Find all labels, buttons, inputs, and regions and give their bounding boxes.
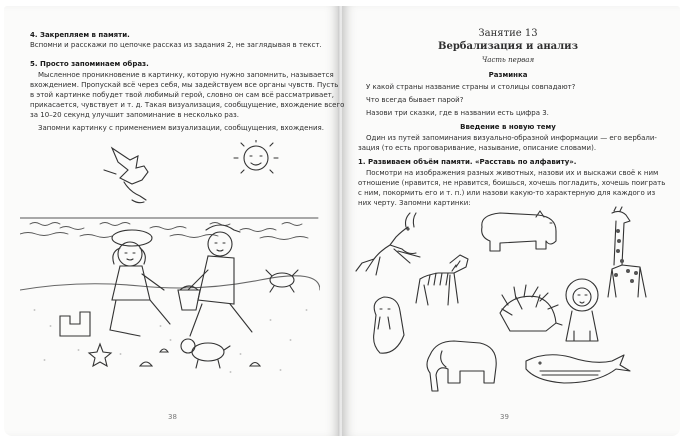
seagull-icon (104, 148, 148, 203)
walrus-icon (374, 297, 404, 353)
lesson-part: Часть первая (481, 56, 535, 64)
antelope-icon (356, 213, 420, 275)
lesson-title: Занятие 13 (478, 28, 538, 39)
exercise-1-line: с ним, покормить его и т. п.) или назови какую-то характерную для каждого из (358, 189, 656, 197)
starfish-icon (89, 344, 111, 366)
section-5-line: Мысленное проникновение в картинку, которую нужно запомнить, называется (38, 71, 334, 79)
boy-figure (188, 225, 252, 336)
exercise-1-line: отношение (нравится, не нравится, боишься, хочешь погладить, хочешь поиграть (358, 179, 666, 187)
zebra-icon (416, 255, 468, 305)
intro-line: зация (то есть проговаривание, называние, описание словами). (358, 144, 597, 152)
giraffe-icon (608, 207, 646, 297)
exercise-1-heading: 1. Развиваем объём памяти. «Расставь по алфавиту». (358, 158, 577, 166)
intro-heading: Введение в новую тему (460, 123, 556, 131)
section-5-line: за 10–20 секунд улучшит запоминание в несколько раз. (30, 111, 239, 119)
intro-line: Один из путей запоминания визуально-образной информации — его вербали- (366, 134, 657, 142)
warmup-question: Что всегда бывает парой? (366, 96, 464, 104)
crab-icon (266, 270, 298, 292)
section-5-instruction: Запомни картинку с применением визуализации, сообщущения, вхождения. (38, 124, 324, 132)
warmup-question: У какой страны название страны и столицы совпадают? (366, 83, 576, 91)
lion-icon (566, 279, 598, 341)
section-5-line: прикасается, чувствует и т. д. Такая визуализация, сообщущение, вхождение всего (30, 101, 345, 109)
section-5-heading: 5. Просто запоминаем образ. (30, 60, 149, 68)
exercise-1-line: Посмотри на изображения разных животных, назови их и выскажи своё к ним (366, 169, 659, 177)
page-number-right: 39 (500, 413, 509, 421)
sand-castle-icon (60, 312, 90, 336)
puppy-icon (181, 339, 230, 368)
whale-icon (526, 355, 630, 383)
sun-icon (234, 140, 278, 173)
section-5-line: вхождением. Пропускай всё через себя, мы задействуем все органы чувств. Пусть (30, 81, 339, 89)
section-5-line: в этой картинке побудет твой любимый герой, словно он сам всё рассматривает, (30, 91, 334, 99)
warmup-heading: Разминка (488, 71, 528, 79)
beach-illustration (20, 140, 320, 385)
elephant-icon (427, 341, 496, 391)
porcupine-icon (500, 285, 562, 331)
section-4-text: Вспомни и расскажи по цепочке рассказ из задания 2, не заглядывая в текст. (30, 41, 322, 49)
girl-figure (110, 230, 170, 336)
section-4-heading: 4. Закрепляем в памяти. (30, 31, 130, 39)
lesson-subtitle: Вербализация и анализ (438, 41, 578, 52)
exercise-1-line: них черту. Запомни картинки: (358, 199, 471, 207)
page-number-left: 38 (168, 413, 177, 421)
bucket-icon (178, 286, 200, 310)
warmup-question: Назови три сказки, где в названии есть цифра 3. (366, 109, 549, 117)
hippo-icon (482, 211, 556, 251)
animals-illustration (350, 205, 668, 405)
